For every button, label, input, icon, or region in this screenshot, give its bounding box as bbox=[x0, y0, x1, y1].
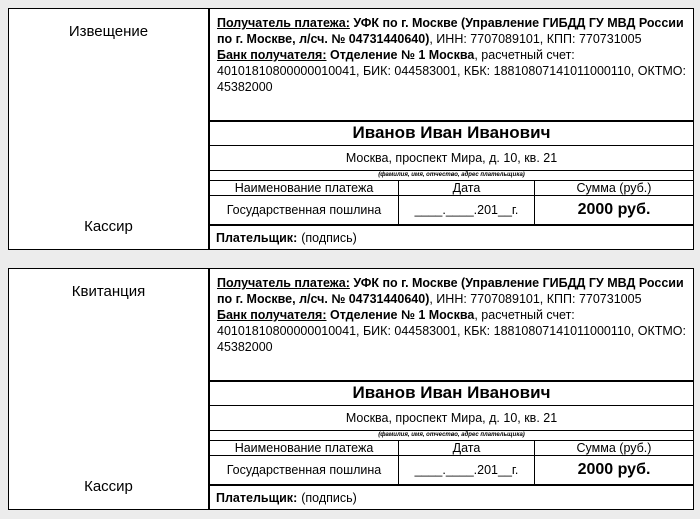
recipient-name: УФК по г. Москве (Управление ГИБДД ГУ МВД России по г. Москве, л/сч. № 04731440640) bbox=[217, 276, 684, 306]
payment-table-header bbox=[210, 181, 693, 195]
recipient-details: , ИНН: 7707089101, КПП: 770731005 bbox=[429, 292, 642, 306]
cashier-label: Кассир bbox=[84, 218, 133, 235]
payment-table-row bbox=[210, 456, 693, 484]
payer-signature-row bbox=[210, 226, 693, 250]
payment-name: Государственная пошлина bbox=[210, 196, 399, 224]
slip-title: Извещение bbox=[68, 23, 149, 40]
bank-label: Банк получателя: bbox=[217, 48, 327, 62]
col-amount-header: Сумма (руб.) bbox=[576, 181, 652, 195]
payer-label: Плательщик: bbox=[216, 491, 298, 505]
payer-address: Москва, проспект Мира, д. 10, кв. 21 bbox=[345, 411, 558, 425]
bank-label: Банк получателя: bbox=[217, 308, 327, 322]
cashier-label: Кассир bbox=[84, 478, 133, 495]
recipient-info bbox=[217, 15, 687, 95]
col-amount-header: Сумма (руб.) bbox=[576, 441, 652, 455]
notice-form bbox=[210, 9, 693, 249]
col-date-header: Дата bbox=[399, 441, 535, 455]
bank-details: , расчетный счет: 40101810800000010041, БИК: 044583001, КБК: 18810807141011000110, ОКТМО: 45382000 bbox=[217, 48, 687, 94]
signature-placeholder: (подпись) bbox=[301, 491, 357, 505]
payment-table-row bbox=[210, 196, 693, 224]
payment-amount: 2000 руб. bbox=[577, 461, 651, 478]
payment-name: Государственная пошлина bbox=[210, 456, 399, 484]
notice-side-panel bbox=[9, 9, 210, 249]
payer-name: Иванов Иван Иванович bbox=[352, 123, 551, 142]
bank-details: , расчетный счет: 40101810800000010041, БИК: 044583001, КБК: 18810807141011000110, ОКТМО: 45382000 bbox=[217, 308, 687, 354]
bank-name: Отделение № 1 Москва bbox=[329, 48, 475, 62]
recipient-label: Получатель платежа: bbox=[217, 276, 350, 290]
payer-address: Москва, проспект Мира, д. 10, кв. 21 bbox=[345, 151, 558, 165]
notice-slip bbox=[8, 8, 694, 250]
payment-date: ____.____.201__г. bbox=[399, 196, 535, 224]
address-caption: (фамилия, имя, отчество, адрес плательщика) bbox=[378, 432, 525, 438]
receipt-side-panel bbox=[9, 269, 210, 509]
payment-amount: 2000 руб. bbox=[577, 201, 651, 218]
slip-title: Квитанция bbox=[71, 283, 146, 300]
recipient-name: УФК по г. Москве (Управление ГИБДД ГУ МВД России по г. Москве, л/сч. № 04731440640) bbox=[217, 16, 684, 46]
recipient-details: , ИНН: 7707089101, КПП: 770731005 bbox=[429, 32, 642, 46]
col-payment-header: Наименование платежа bbox=[210, 441, 399, 455]
col-date-header: Дата bbox=[399, 181, 535, 195]
payer-name: Иванов Иван Иванович bbox=[352, 383, 551, 402]
payer-signature-row bbox=[210, 486, 693, 510]
bank-name: Отделение № 1 Москва bbox=[329, 308, 475, 322]
payment-table-header bbox=[210, 441, 693, 455]
col-payment-header: Наименование платежа bbox=[210, 181, 399, 195]
signature-placeholder: (подпись) bbox=[301, 231, 357, 245]
address-caption: (фамилия, имя, отчество, адрес плательщика) bbox=[378, 172, 525, 178]
recipient-info bbox=[217, 275, 687, 355]
recipient-label: Получатель платежа: bbox=[217, 16, 350, 30]
receipt-slip bbox=[8, 268, 694, 510]
payment-date: ____.____.201__г. bbox=[399, 456, 535, 484]
receipt-form bbox=[210, 269, 693, 509]
payer-label: Плательщик: bbox=[216, 231, 298, 245]
